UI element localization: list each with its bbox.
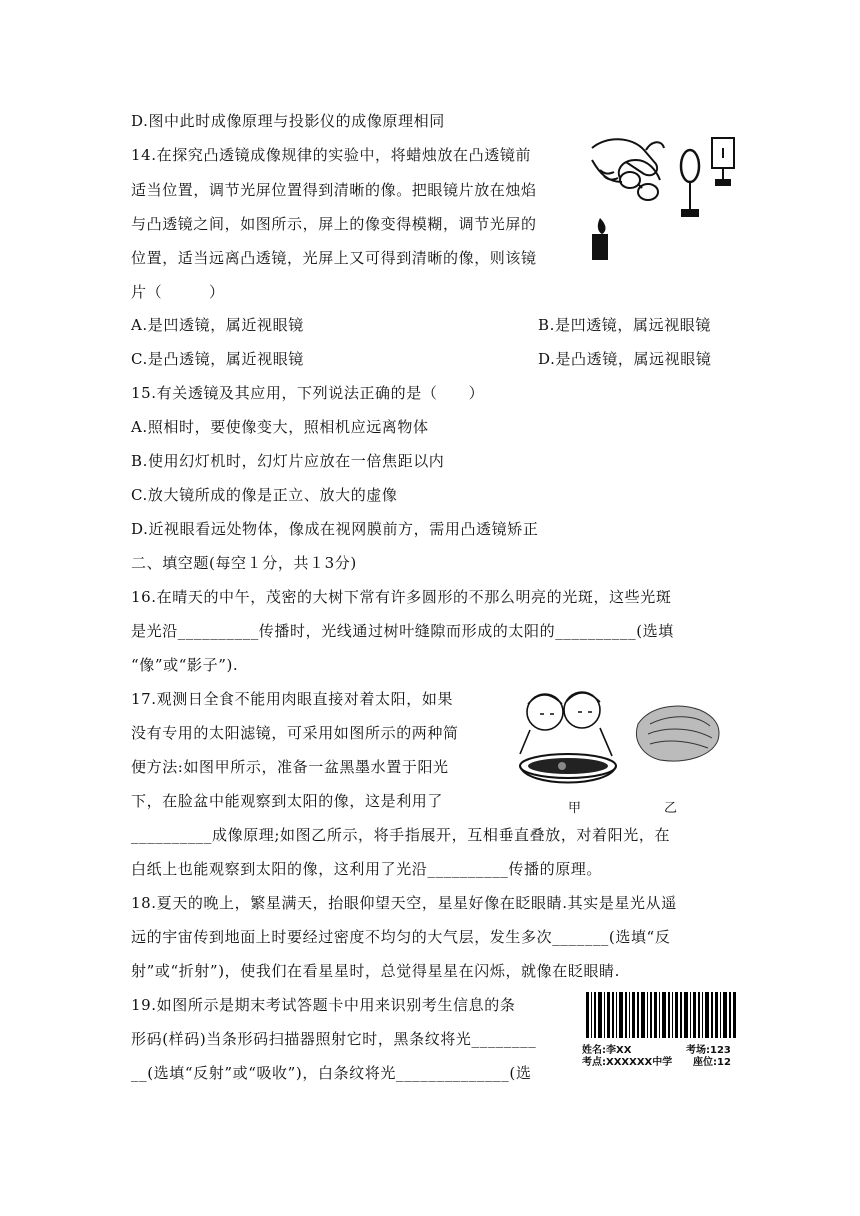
q19-line3: __(选填“反射”或“吸收”)，白条纹将光______________(选 [131, 1064, 532, 1082]
barcode-site: 考点:XXXXXX中学 [582, 1057, 673, 1068]
q15-stem: 15.有关透镜及其应用，下列说法正确的是（ ） [131, 384, 485, 402]
q18-line3: 射”或“折射”)，使我们在看星星时，总觉得星星在闪烁，就像在眨眼睛. [131, 962, 621, 980]
q14-option-b: B.是凹透镜，属远视眼镜 [538, 316, 711, 334]
q16-line3: “像”或“影子”). [131, 656, 239, 674]
q17-line6: 白纸上也能观察到太阳的像，这利用了光沿__________传播的原理。 [131, 860, 603, 878]
q14-stem-line4: 位置，适当远离凸透镜，光屏上又可得到清晰的像，则该镜 [131, 249, 537, 267]
barcode-room: 考场:123 [686, 1045, 731, 1056]
q17-line4: 下，在脸盆中能观察到太阳的像，这是利用了 [131, 792, 444, 810]
q18-line1: 18.夏天的晚上，繁星满天，抬眼仰望天空，星星好像在眨眼睛.其实是星光从遥 [131, 894, 677, 912]
q14-stem-line5: 片（ ） [131, 283, 225, 301]
solar-eclipse-methods-figure [500, 684, 740, 804]
q14-options-row2 [131, 349, 712, 369]
barcode-figure [580, 990, 742, 1070]
q15-option-c: C.放大镜所成的像是正立、放大的虚像 [131, 486, 398, 504]
q14-option-c: C.是凸透镜，属近视眼镜 [131, 350, 304, 368]
barcode-seat: 座位:12 [693, 1057, 731, 1068]
barcode-bars [580, 990, 742, 1040]
q19-line2: 形码(样码)当条形码扫描器照射它时，黑条纹将光________ [131, 1030, 537, 1048]
q17-line3: 便方法:如图甲所示，准备一盆黑墨水置于阳光 [131, 758, 449, 776]
section-heading: 二、填空题(每空１分，共１3分) [131, 554, 357, 572]
q15-option-d: D.近视眼看远处物体，像成在视网膜前方，需用凸透镜矫正 [131, 520, 539, 538]
q14-stem-line3: 与凸透镜之间，如图所示，屏上的像变得模糊，调节光屏的 [131, 215, 537, 233]
q14-option-d: D.是凸透镜，属远视眼镜 [538, 350, 712, 368]
q19-line1: 19.如图所示是期末考试答题卡中用来识别考生信息的条 [131, 996, 516, 1014]
q14-stem-line1: 14.在探究凸透镜成像规律的实验中，将蜡烛放在凸透镜前 [131, 146, 532, 164]
q15-option-b: B.使用幻灯机时，幻灯片应放在一倍焦距以内 [131, 452, 445, 470]
q13-option-d: D.图中此时成像原理与投影仪的成像原理相同 [131, 112, 445, 130]
q14-option-a: A.是凹透镜，属近视眼镜 [131, 316, 304, 334]
q14-stem-line2: 适当位置，调节光屏位置得到清晰的像。把眼镜片放在烛焰 [131, 181, 537, 199]
q16-line2: 是光沿__________传播时，光线通过树叶缝隙而形成的太阳的__________(选填 [131, 622, 674, 640]
q15-option-a: A.照相时，要使像变大，照相机应远离物体 [131, 418, 429, 436]
barcode-name: 姓名:李XX [582, 1045, 632, 1056]
lens-experiment-figure [586, 130, 746, 265]
figure-caption-yi: 乙 [664, 801, 678, 816]
q17-line5: __________成像原理;如图乙所示，将手指展开，互相垂直叠放，对着阳光，在 [131, 826, 671, 844]
figure-caption-jia: 甲 [568, 801, 582, 816]
q17-line1: 17.观测日全食不能用肉眼直接对着太阳，如果 [131, 690, 454, 708]
q17-line2: 没有专用的太阳滤镜，可采用如图所示的两种简 [131, 724, 459, 742]
q18-line2: 远的宇宙传到地面上时要经过密度不均匀的大气层，发生多次_______(选填“反 [131, 928, 671, 946]
q14-options-row1 [131, 315, 711, 335]
q16-line1: 16.在晴天的中午，茂密的大树下常有许多圆形的不那么明亮的光斑，这些光斑 [131, 588, 672, 606]
